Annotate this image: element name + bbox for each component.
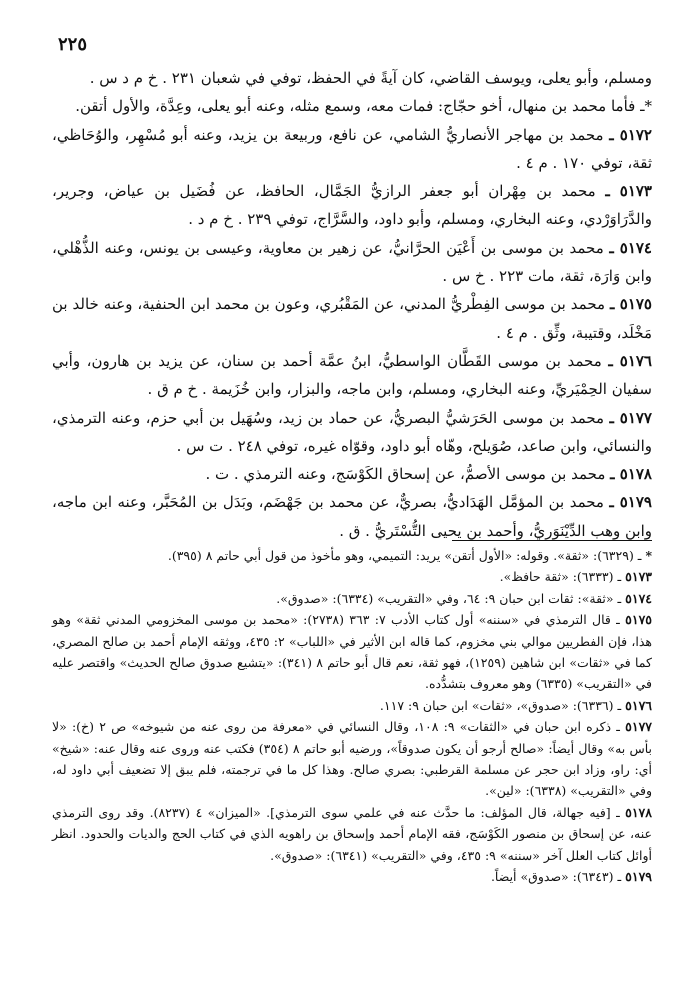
entry-number: ٥١٧٥ ـ xyxy=(609,295,652,314)
footnotes xyxy=(52,545,652,888)
entry-number: ٥١٧٢ ـ xyxy=(609,125,652,144)
entry-number: ٥١٧٤ ـ xyxy=(609,238,652,257)
footnote-number: ٥١٧٣ xyxy=(625,569,652,585)
footnote: * ـ (٦٣٢٩): «ثقة». وقوله: «الأول أتقن» يريد: التميمي، وهو مأخوذ من قول أبي حاتم ٨ (٣٩٥). xyxy=(167,548,652,563)
footnote: ٥١٧٩ ـ (٦٣٤٣): «صدوق» أيضاً. xyxy=(490,869,652,885)
entry: ٥١٧٥ ـ محمد بن موسى الفِطْريُّ المدني، عن المَقْبُري، وعون بن محمد ابن الحنفية، وعنه خالد بن مَخْلَد، وقتيبة، وثِّق . م ٤ . xyxy=(52,295,652,342)
footnote: ٥١٧٤ ـ «ثقة»: ثقات ابن حبان ٩: ٦٤، وفي «التقريب» (٦٣٣٤): «صدوق». xyxy=(276,590,652,606)
entry: ٥١٧٦ ـ محمد بن موسى القَطَّان الواسطيُّ، ابنُ عمَّة أحمد بن سنان، عن يزيد بن هارون، وأبي سفيان الحِمْيَريِّ، وعنه البخاري، ومسلم، وابن ماجه، والبزار، وابن خُزَيمة . خ م ق . xyxy=(52,351,652,399)
entry: ٥١٧٩ ـ محمد بن المؤمَّل الهَدَاديُّ، بصريٌّ، عن محمد بن جَهْضَم، وبَدَل بن المُحَبَّر، وعنه ابن ماجه، وابن وهب الدِّيْنَوَريُّ، وأحمد بن يحيى التُّسْتَريُّ . ق . xyxy=(52,493,652,540)
entry-number: ٥١٧٩ ـ xyxy=(609,493,652,512)
biography-entries xyxy=(52,64,652,545)
entry-number: ٥١٧٣ ـ xyxy=(605,182,652,201)
entry-number: ٥١٧٦ ـ xyxy=(608,351,652,370)
entry: ٥١٧٧ ـ محمد بن موسى الحَرَشيُّ البصريُّ، عن حماد بن زيد، وسُهَيل بن أبي حزم، وعنه الترمذي، والنسائي، وابن صاعد، صُوَيلح، وهّاه أبو داود، وقوّاه غيره، توفي ٢٤٨ . ت س . xyxy=(52,408,652,455)
footnote: ٥١٧٧ ـ ذكره ابن حبان في «الثقات» ٩: ١٠٨، وقال النسائي في «معرفة من روى عنه من شيوخه» ص ٢ (خ): «لا بأس به» وقال أيضاً: «صالح أرجو أن يكون صدوقاً»، ورضيه أبو حاتم ٨ (٣٥٤) فكتب عنه وروى عنه وقال عنه: «شيخ» أي: راو، وزاد ابن حجر عن مسلمة القرطبي: بصري صالح. وهذا كل ما في ترجمته، فلم يبق إلا تضعيف أبي داود له، وفي «التقريب» (٦٣٣٨): «لين». xyxy=(52,719,653,799)
entry: ٥١٧٣ ـ محمد بن مِهْران أبو جعفر الرازيُّ الجَمَّال، الحافظ، عن فُضَيل بن عياض، وجرير، والدَّرَاوَرْدي، وعنه البخاري، ومسلم، وأبو داود، والسَّرَّاج، توفي ٢٣٩ . خ م د . xyxy=(52,182,652,229)
footnote-number: ٥١٧٦ xyxy=(625,697,652,713)
footnote-number: * xyxy=(645,548,652,563)
footnote-divider xyxy=(452,540,652,541)
footnote: ٥١٧٥ ـ قال الترمذي في «سننه» أول كتاب الأدب ٧: ٣٦٣ (٢٧٣٨): «محمد بن موسى المخزومي المدني ثقة» وهو هذا، فإن الفطريين موالي بني مخزوم، كما قاله ابن الأثير في «اللباب» ٢: ٤٣٥، ووثقه الإمام أحمد بن صالح المصري، كما في «ثقات» ابن شاهين (١٢٥٩)، فهو ثقة، نعم قال أبو حاتم ٨ (٣٤١): «يتشيع صدوق صالح الحديث» واقتصر عليه في «التقريب» (٦٣٣٥) وهو معروف بتشدُّده. xyxy=(52,612,652,692)
footnote: ٥١٧٣ ـ (٦٣٣٣): «ثقة حافظ». xyxy=(499,569,652,585)
entry-number: ٥١٧٨ ـ xyxy=(610,465,652,484)
footnote-number: ٥١٧٧ xyxy=(625,719,652,735)
footnote: ٥١٧٦ ـ (٦٣٣٦): «صدوق»، «ثقات» ابن حبان ٩: ١١٧. xyxy=(379,697,652,713)
entry: ٥١٧٢ ـ محمد بن مهاجر الأنصاريُّ الشامي، عن نافع، وربيعة بن يزيد، وعنه أبو مُسْهِر، والوُحَاظي، ثقة، توفي ١٧٠ . م ٤ . xyxy=(52,125,652,172)
footnote-number: ٥١٧٩ xyxy=(625,869,652,885)
footnote: ٥١٧٨ ـ [فيه جهالة، قال المؤلف: ما حدَّث عنه في علمي سوى الترمذي]. «الميزان» ٤ (٨٢٣٧). وقد روى الترمذي عنه، عن إسحاق بن منصور الكَوْسَج، فقه الإمام أحمد وإسحاق بن راهويه الذي في كتاب الحج والديات والحدود. انظر أوائل كتاب العلل آخر «سننه» ٩: ٤٣٥، وفي «التقريب» (٦٣٤١): «صدوق». xyxy=(52,804,652,863)
entry: *ـ فأما محمد بن منهال، أخو حجّاج: فمات معه، وسمع مثله، وعنه أبو يعلى، وعِدَّة، والأول أتقن. xyxy=(75,97,652,116)
footnote-number: ٥١٧٤ xyxy=(625,590,652,606)
entry: ومسلم، وأبو يعلى، ويوسف القاضي، كان آيةً في الحفظ، توفي في شعبان ٢٣١ . خ م د س . xyxy=(89,69,652,87)
footnote-number: ٥١٧٨ xyxy=(625,804,652,820)
footnote-number: ٥١٧٥ xyxy=(625,612,652,628)
entry: ٥١٧٤ ـ محمد بن موسى بن أَعْيَن الحرَّانيُّ، عن زهير بن معاوية، وعيسى بن يونس، وعنه الذُّهْلي، وابن وَارَة، ثقة، مات ٢٢٣ . خ س . xyxy=(52,238,652,286)
entry-number: ٥١٧٧ ـ xyxy=(609,408,652,427)
entry: ٥١٧٨ ـ محمد بن موسى الأصمُّ، عن إسحاق الكَوْسَج، وعنه الترمذي . ت . xyxy=(205,465,652,484)
page-number: ٢٢٥ xyxy=(58,34,88,55)
